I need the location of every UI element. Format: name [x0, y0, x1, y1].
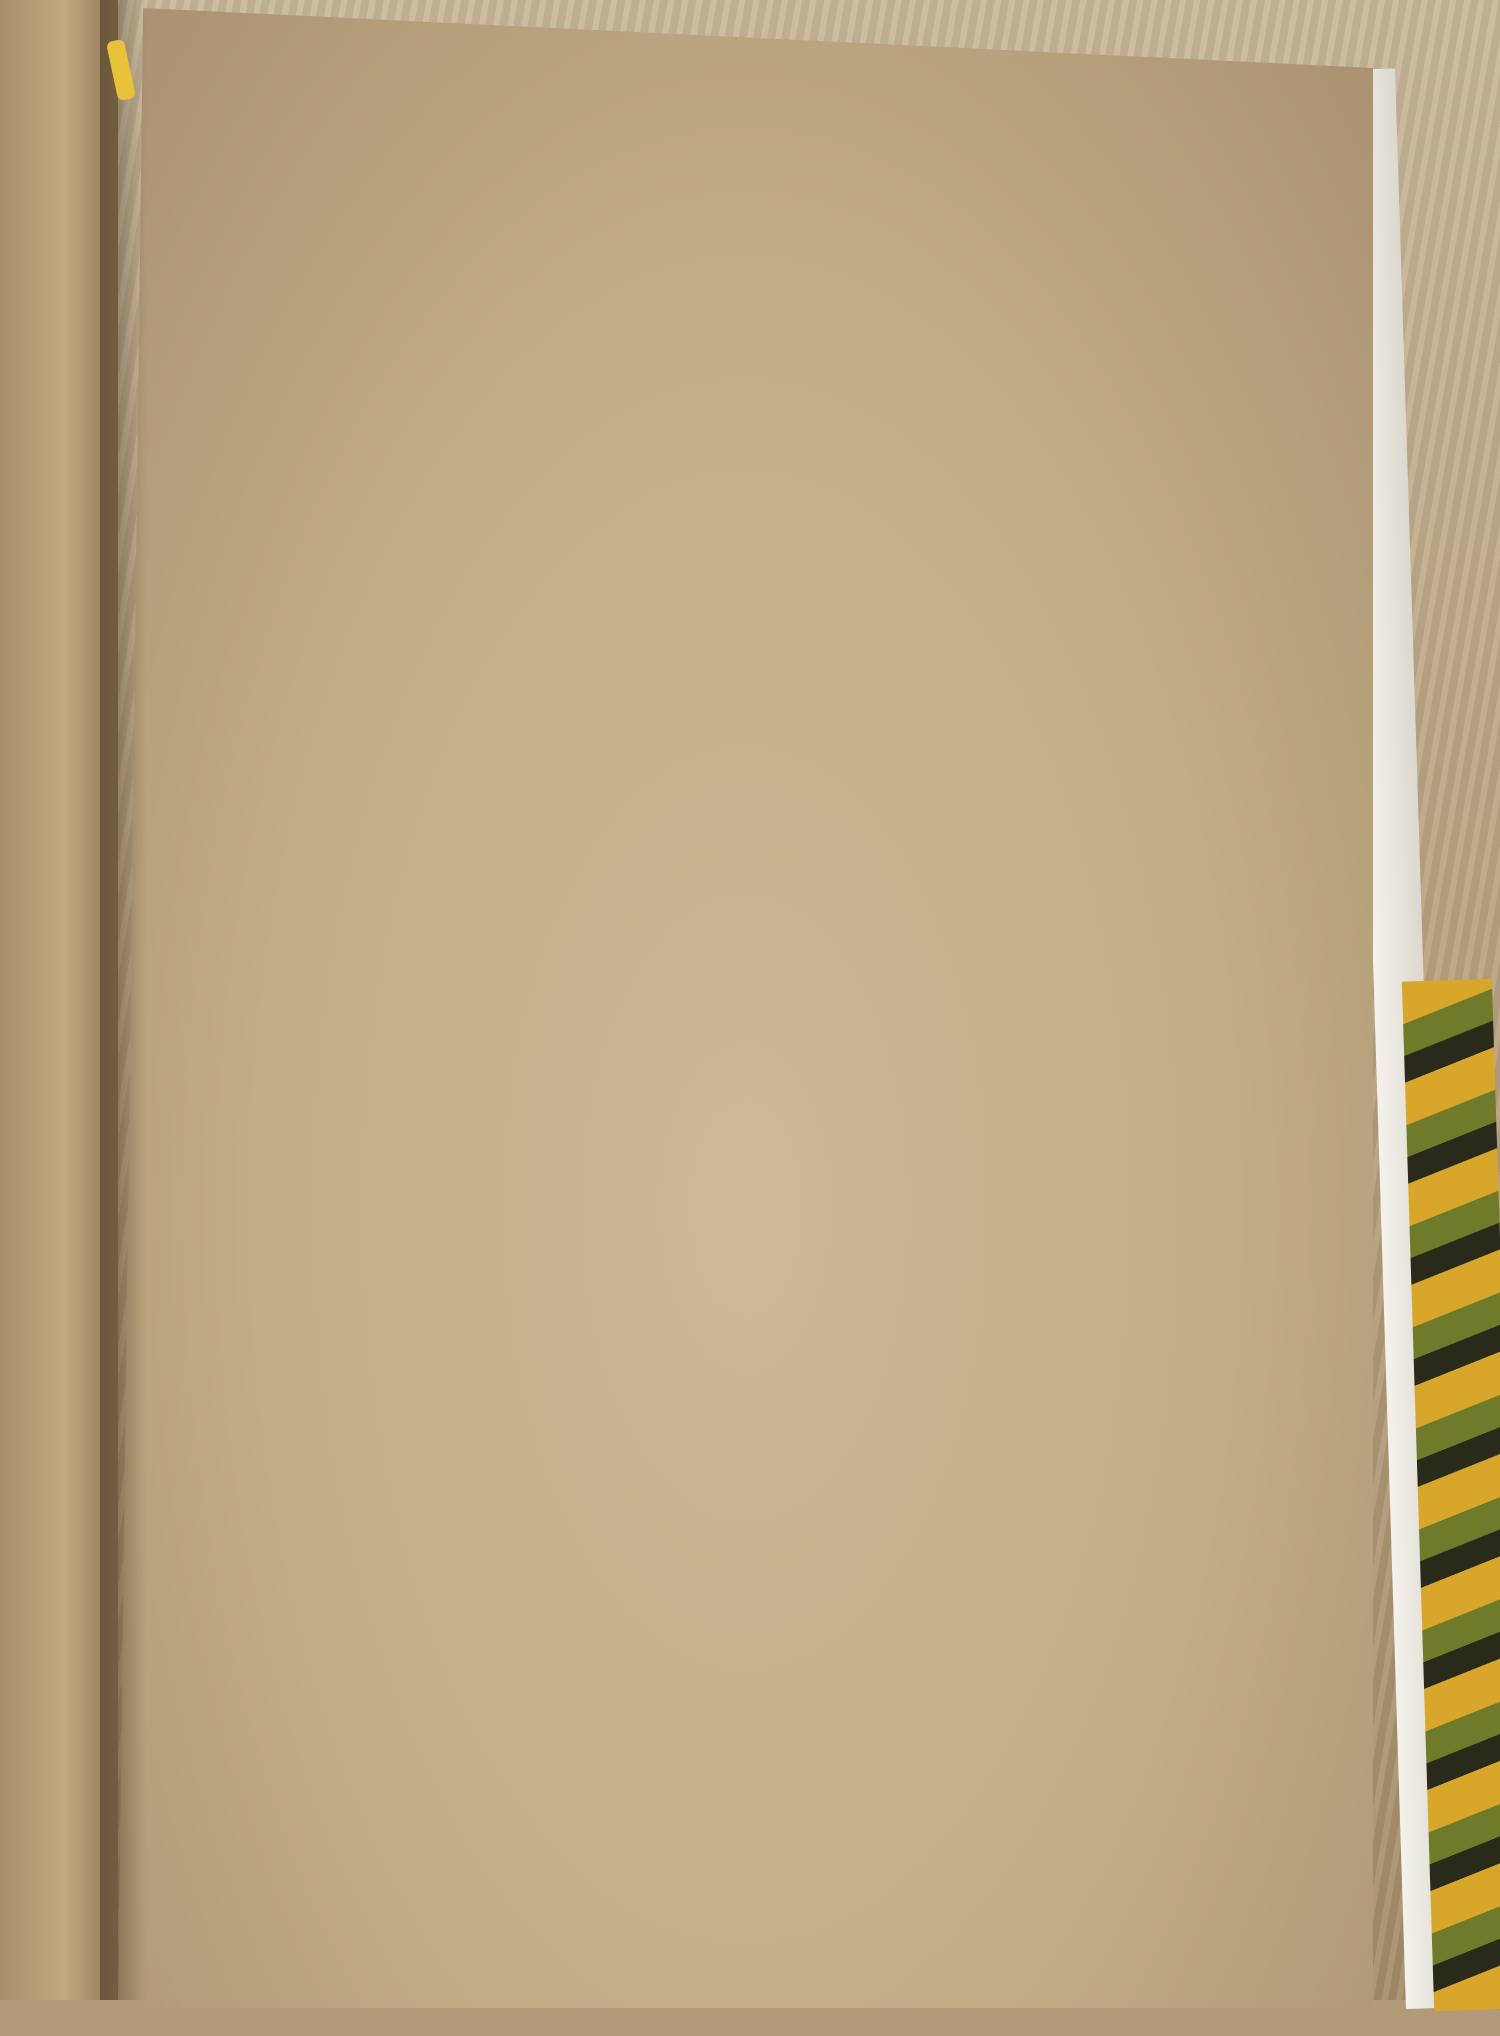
table-of-contents: [73, 8, 1373, 2036]
